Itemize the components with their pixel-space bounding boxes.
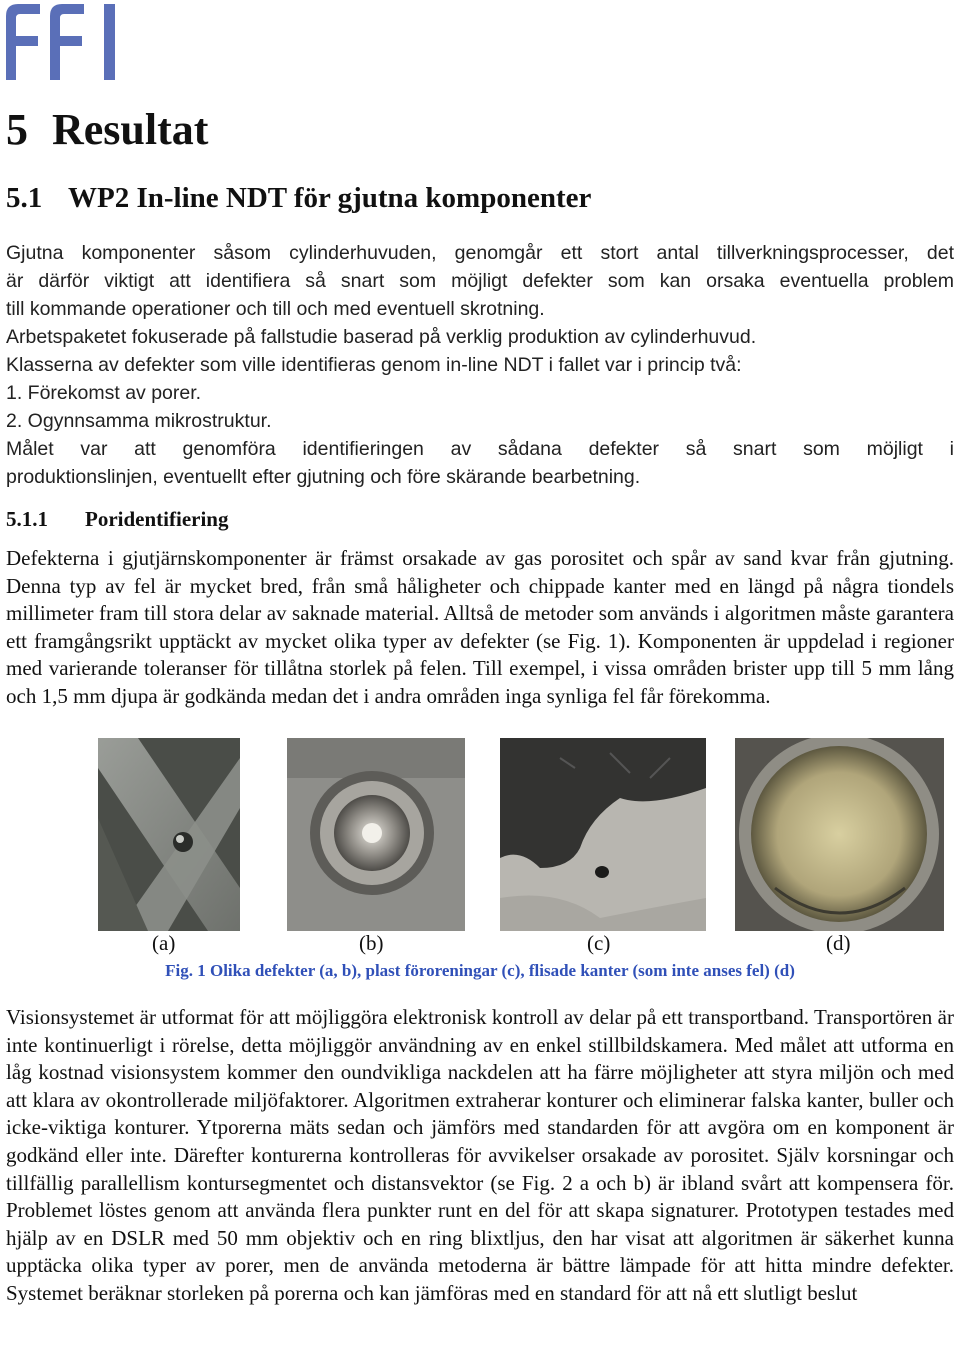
defect-image-a (98, 738, 240, 931)
intro-line: Arbetspaketet fokuserade på fallstudie baserad på verklig produktion av cylinderhuvud. (6, 326, 757, 348)
intro-line: till kommande operationer och till och med eventuell skrotning. (6, 298, 545, 320)
section-number: 5.1 (6, 182, 43, 214)
vision-paragraph: Visionsystemet är utformat för att möjliggöra elektronisk kontroll av delar på ett transportband. Transportören är inte kontinuerligt i rörelse, detta möjliggör användning av en enkel stillbildskamera. Med målet att utforma en låg kostnad visionsystem kommer den oundvikliga nackdelen att ha färre möjligheter att styra miljön och med att klara av okontrollerade miljöfaktorer. Algoritmen extraherar konturer och eliminerar falska kanter, buller och icke-viktiga konturer. Ytporerna mäts sedan och jämförs med standarden för att avgöra om en komponent är godkänd eller inte. Därefter konturerna kontrolleras för avvikelser orsakade av porositet. Själv korsningar och tillfällig parallellism kontursegmentet och distansvektor (se Fig. 2 a och b) är ibland svårt att kompensera för. Problemet löstes genom att använda flera punkter runt en del för att skapa signaturer. Prototypen testades med hjälp av en DSLR med 50 mm objektiv och en ring blixtljus, den har visat att algoritmen är säkerhet kunna upptäcka olika typer av porer, men de använda metoderna är bättre lämpade för att hitta mindre defekter. Systemet beräknar storleken på porerna och kan jämföras med en standard för att nå ett slutligt beslut (6, 1005, 954, 1305)
figure-1 (98, 738, 944, 931)
chapter-number: 5 (6, 105, 28, 154)
defect-image-b (287, 738, 465, 931)
subfigure-label-b: (b) (359, 931, 384, 955)
section-heading (6, 180, 591, 216)
defect-image-c (500, 738, 706, 931)
defect-image-d (735, 738, 944, 931)
section-title: WP2 In-line NDT för gjutna komponenter (68, 182, 592, 214)
subfigure-label-c: (c) (587, 931, 611, 955)
intro-line: Gjutna komponenter såsom cylinderhuvuden, genomgår ett stort antal tillverkningsprocesser, det (6, 242, 954, 264)
intro-line: Klasserna av defekter som ville identifieras genom in-line NDT i fallet var i princip två: (6, 354, 742, 376)
ffi-logo (6, 2, 118, 85)
intro-line: produktionslinjen, eventuellt efter gjutning och före skärande bearbetning. (6, 466, 641, 488)
intro-line: Målet var att genomföra identifieringen av sådana defekter så snart som möjligt i (6, 438, 954, 460)
subsection-title: Poridentifiering (85, 507, 229, 531)
figure-caption: Fig. 1 Olika defekter (a, b), plast föroreningar (c), flisade kanter (som inte anses fel) (d) (165, 961, 795, 980)
subfigure-label-d: (d) (826, 931, 851, 955)
subsection-heading (6, 505, 228, 533)
figure-subfigure-labels (0, 931, 960, 959)
subsection-number: 5.1.1 (6, 507, 48, 531)
list-item-1: 1. Förekomst av porer. (6, 382, 202, 404)
chapter-heading (6, 104, 208, 156)
pores-paragraph: Defekterna i gjutjärnskomponenter är främst orsakade av gas porositet och spår av sand kvar från gjutning. Denna typ av fel är mycket bred, från små håligheter och chippade kanter med en längd på några tiondels millimeter fram till stora delar av saknade material. Alltså de metoder som används i algoritmen måste garantera ett framgångsrikt upptäckt av mycket olika typer av defekter (se Fig. 1). Komponenten är uppdelad i regioner med varierande toleranser för tillåtna storlek på felen. Till exempel, i vissa områden brister upp till 5 mm lång och 1,5 mm djupa är godkända medan det i andra områden inga synliga fel får förekomma. (6, 546, 954, 708)
subfigure-label-a: (a) (152, 931, 176, 955)
list-item-2: 2. Ogynnsamma mikrostruktur. (6, 410, 272, 432)
intro-paragraph (6, 239, 954, 491)
chapter-title: Resultat (52, 105, 209, 154)
intro-line: är därför viktigt att identifiera så snart som möjligt defekter som kan orsaka eventuella problem (6, 270, 954, 292)
